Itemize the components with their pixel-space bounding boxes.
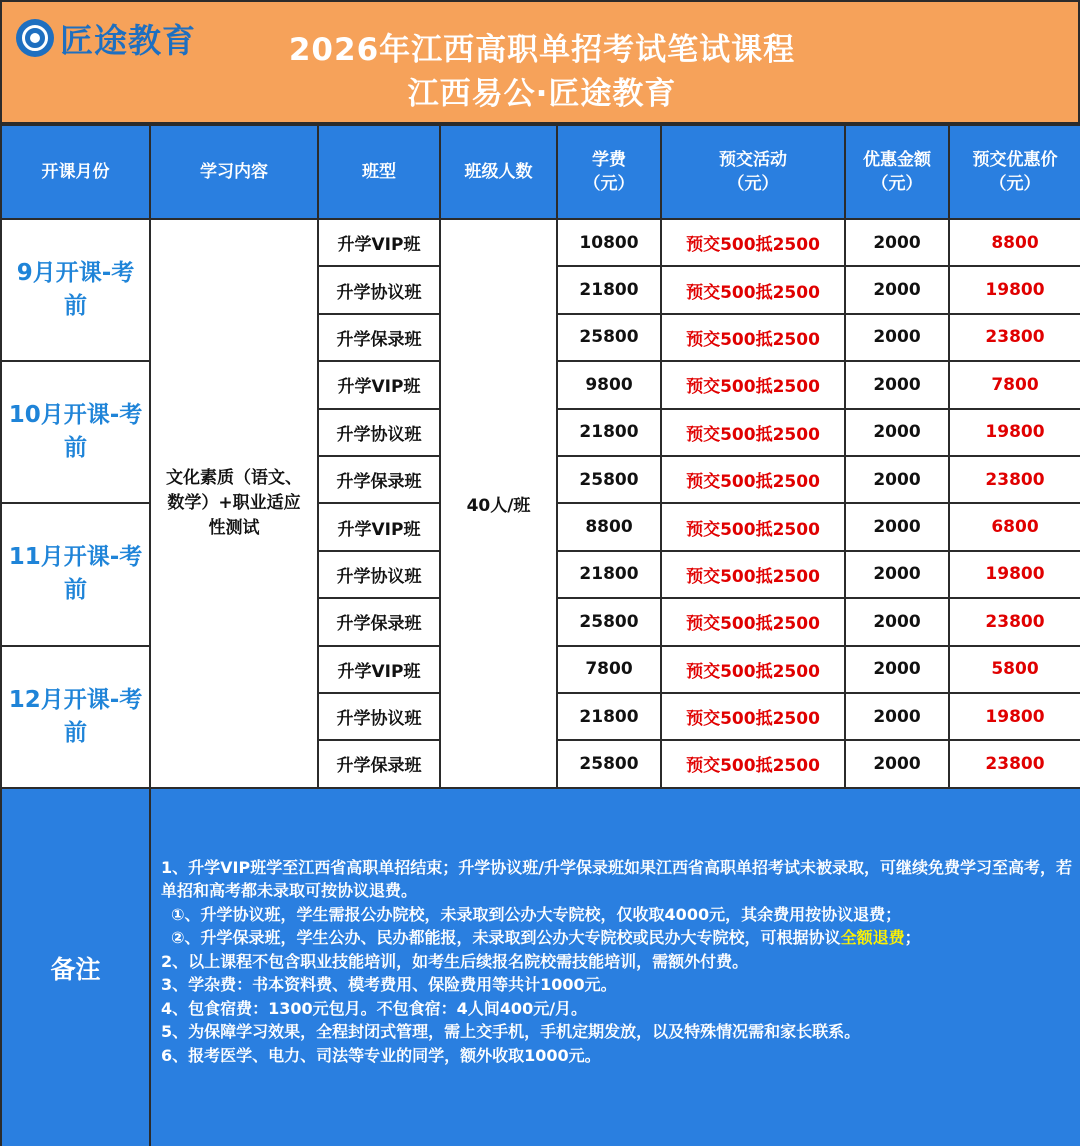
final-price-cell: 23800 — [949, 314, 1080, 361]
discount-cell: 2000 — [845, 693, 949, 740]
fee-cell: 21800 — [557, 693, 661, 740]
class-type-cell: 升学VIP班 — [318, 219, 440, 266]
fee-cell: 25800 — [557, 598, 661, 645]
col-content-header — [150, 125, 318, 219]
column-label: 学习内容 — [200, 162, 268, 182]
final-price-cell: 5800 — [949, 646, 1080, 693]
page-subtitle: 江西易公·匠途教育 — [407, 76, 677, 112]
discount-cell: 2000 — [845, 503, 949, 550]
fee-cell: 21800 — [557, 551, 661, 598]
note-line-2: ①、升学协议班，学生需报公办院校，未录取到公办大专院校，仅收取4000元，其余费用按协议退费； — [171, 904, 902, 924]
promo-cell: 预交500抵2500 — [661, 598, 845, 645]
final-price-cell: 8800 — [949, 219, 1080, 266]
promo-cell: 预交500抵2500 — [661, 266, 845, 313]
col-promo-header — [661, 125, 845, 219]
fee-cell: 25800 — [557, 740, 661, 787]
final-price-cell: 6800 — [949, 503, 1080, 550]
promo-cell: 预交500抵2500 — [661, 551, 845, 598]
discount-cell: 2000 — [845, 551, 949, 598]
table-row — [1, 219, 1080, 266]
final-price-cell: 7800 — [949, 361, 1080, 408]
col-discount-header — [845, 125, 949, 219]
promo-cell: 预交500抵2500 — [661, 409, 845, 456]
notes-body — [150, 788, 1080, 1146]
discount-cell: 2000 — [845, 740, 949, 787]
promo-cell: 预交500抵2500 — [661, 361, 845, 408]
col-fee-header — [557, 125, 661, 219]
note-line-5: 3、学杂费：书本资料费、模考费用、保险费用等共计1000元。 — [161, 975, 617, 995]
column-unit: （元） — [871, 174, 923, 194]
fee-cell: 21800 — [557, 409, 661, 456]
fee-cell: 25800 — [557, 314, 661, 361]
column-label: 班型 — [362, 162, 396, 182]
col-final-price-header — [949, 125, 1080, 219]
table-body — [1, 219, 1080, 1146]
promo-cell: 预交500抵2500 — [661, 646, 845, 693]
discount-cell: 2000 — [845, 314, 949, 361]
column-label: 优惠金额 — [863, 150, 931, 170]
discount-cell: 2000 — [845, 646, 949, 693]
final-price-cell: 23800 — [949, 456, 1080, 503]
note-line-3-prefix: ②、升学保录班，学生公办、民办都能报，未录取到公办大专院校或民办大专院校，可根据协议 — [171, 928, 841, 948]
col-month-header — [1, 125, 150, 219]
column-label: 预交优惠价 — [972, 150, 1058, 170]
month-cell: 11月开课-考前 — [1, 503, 150, 645]
column-unit: （元） — [583, 174, 635, 194]
month-cell: 10月开课-考前 — [1, 361, 150, 503]
class-type-cell: 升学VIP班 — [318, 503, 440, 550]
fee-cell: 21800 — [557, 266, 661, 313]
discount-cell: 2000 — [845, 598, 949, 645]
column-label: 预交活动 — [719, 150, 787, 170]
class-size-cell: 40人/班 — [440, 219, 557, 788]
discount-cell: 2000 — [845, 266, 949, 313]
final-price-cell: 19800 — [949, 409, 1080, 456]
price-table — [0, 124, 1080, 1146]
promo-cell: 预交500抵2500 — [661, 314, 845, 361]
table-header-row — [1, 125, 1080, 219]
discount-cell: 2000 — [845, 456, 949, 503]
final-price-cell: 23800 — [949, 598, 1080, 645]
class-type-cell: 升学保录班 — [318, 740, 440, 787]
discount-cell: 2000 — [845, 219, 949, 266]
column-label: 学费 — [592, 150, 626, 170]
class-type-cell: 升学保录班 — [318, 314, 440, 361]
note-line-4: 2、以上课程不包含职业技能培训，如考生后续报名院校需技能培训，需额外付费。 — [161, 951, 749, 971]
notes-row — [1, 788, 1080, 1146]
header-banner — [0, 0, 1080, 124]
promo-cell: 预交500抵2500 — [661, 219, 845, 266]
final-price-cell: 19800 — [949, 693, 1080, 740]
class-type-cell: 升学VIP班 — [318, 361, 440, 408]
class-type-cell: 升学协议班 — [318, 409, 440, 456]
page-title: 2026年江西高职单招考试笔试课程 — [288, 32, 796, 68]
note-line-1: 1、升学VIP班学至江西省高职单招结束；升学协议班/升学保录班如果江西省高职单招考试未被录取，可继续免费学习至高考，若单招和高考都未录取可按协议退费。 — [161, 857, 1073, 901]
fee-cell: 25800 — [557, 456, 661, 503]
note-line-3-suffix: ； — [904, 928, 921, 948]
promo-cell: 预交500抵2500 — [661, 503, 845, 550]
class-type-cell: 升学保录班 — [318, 456, 440, 503]
note-highlight-full-refund: 全额退费 — [840, 928, 905, 948]
promo-cell: 预交500抵2500 — [661, 456, 845, 503]
final-price-cell: 23800 — [949, 740, 1080, 787]
column-label: 开课月份 — [41, 162, 110, 182]
column-label: 班级人数 — [464, 162, 533, 182]
column-unit: （元） — [727, 174, 779, 194]
discount-cell: 2000 — [845, 361, 949, 408]
notes-label: 备注 — [1, 788, 150, 1146]
content-cell: 文化素质（语文、数学）+职业适应性测试 — [150, 219, 318, 788]
col-class-type-header — [318, 125, 440, 219]
note-line-7: 5、为保障学习效果，全程封闭式管理，需上交手机，手机定期发放，以及特殊情况需和家长联系。 — [161, 1022, 861, 1042]
month-cell: 9月开课-考前 — [1, 219, 150, 361]
fee-cell: 8800 — [557, 503, 661, 550]
column-unit: （元） — [989, 174, 1041, 194]
month-cell: 12月开课-考前 — [1, 646, 150, 788]
class-type-cell: 升学协议班 — [318, 551, 440, 598]
promo-cell: 预交500抵2500 — [661, 693, 845, 740]
fee-cell: 10800 — [557, 219, 661, 266]
note-line-3 — [161, 926, 1074, 950]
final-price-cell: 19800 — [949, 266, 1080, 313]
class-type-cell: 升学协议班 — [318, 266, 440, 313]
final-price-cell: 19800 — [949, 551, 1080, 598]
discount-cell: 2000 — [845, 409, 949, 456]
fee-cell: 7800 — [557, 646, 661, 693]
note-line-8: 6、报考医学、电力、司法等专业的同学，额外收取1000元。 — [161, 1045, 601, 1065]
class-type-cell: 升学保录班 — [318, 598, 440, 645]
col-class-size-header — [440, 125, 557, 219]
note-line-6: 4、包食宿费：1300元包月。不包食宿：4人间400元/月。 — [161, 998, 588, 1018]
class-type-cell: 升学协议班 — [318, 693, 440, 740]
class-type-cell: 升学VIP班 — [318, 646, 440, 693]
fee-cell: 9800 — [557, 361, 661, 408]
promo-cell: 预交500抵2500 — [661, 740, 845, 787]
logo-text: 匠途教育 — [60, 20, 196, 60]
